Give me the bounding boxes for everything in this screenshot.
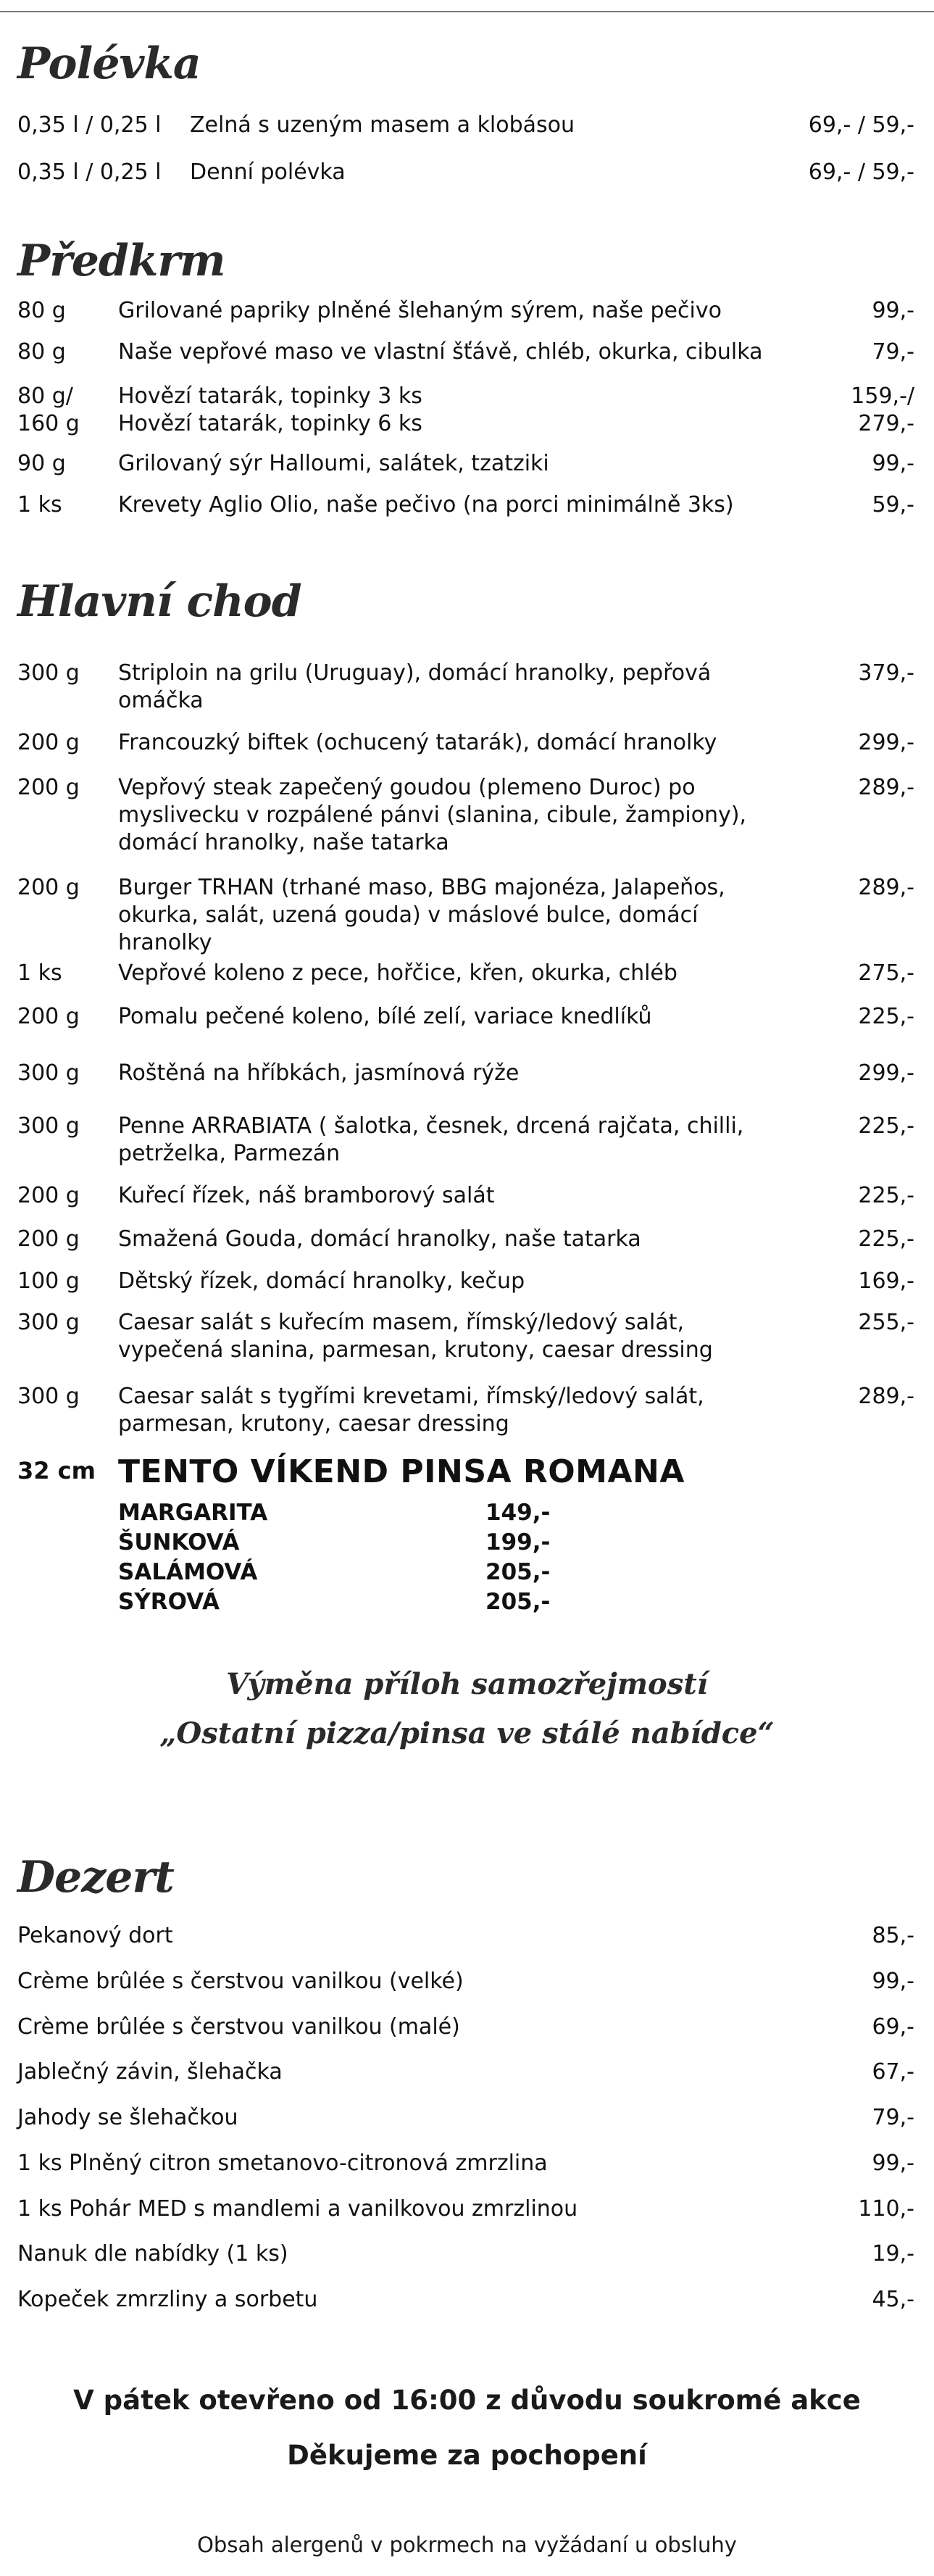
- item-name-large: Hovězí tatarák, topinky 6 ks: [118, 411, 422, 436]
- item-price: 79,-: [872, 2105, 914, 2130]
- pinsa-price: 199,-: [485, 1529, 551, 1555]
- item-qty: 200 g: [17, 775, 80, 800]
- pinsa-size: 32 cm: [17, 1457, 96, 1484]
- item-price: 169,-: [858, 1268, 914, 1294]
- item-qty: 100 g: [17, 1268, 80, 1294]
- item-price: 99,-: [872, 451, 914, 476]
- item-price: 19,-: [872, 2241, 914, 2267]
- item-name: Burger TRHAN (trhané maso, BBG majonéza, Jalapeňos, okurka, salát, uzená gouda) v máslové bulce, domácí hranolky: [118, 875, 725, 955]
- item-qty: 300 g: [17, 1113, 80, 1139]
- item-price: 225,-: [858, 1226, 914, 1252]
- allergen-note: Obsah alergenů v pokrmech na vyžádaní u obsluhy: [197, 2533, 737, 2557]
- item-price: 99,-: [872, 2151, 914, 2176]
- item-price: 59,-: [872, 492, 914, 518]
- item-name: Roštěná na hříbkách, jasmínová rýže: [118, 1060, 520, 1086]
- item-price: 225,-: [858, 1183, 914, 1208]
- item-qty: 200 g: [17, 730, 80, 755]
- item-qty: 1 ks: [17, 492, 62, 518]
- section-title-starter: Předkrm: [17, 236, 225, 286]
- item-qty: 80 g/: [17, 383, 73, 409]
- pinsa-name: MARGARITA: [118, 1500, 268, 1526]
- note-pizza: „Ostatní pizza/pinsa ve stálé nabídce“: [159, 1716, 775, 1750]
- section-title-soup: Polévka: [17, 38, 201, 89]
- item-name: Grilované papriky plněné šlehaným sýrem, naše pečivo: [118, 298, 722, 323]
- pinsa-title: TENTO VÍKEND PINSA ROMANA: [118, 1453, 685, 1490]
- item-price: 69,- / 59,-: [808, 159, 914, 185]
- item-qty: 200 g: [17, 1226, 80, 1252]
- section-title-dessert: Dezert: [17, 1852, 174, 1903]
- item-price: 99,-: [872, 298, 914, 323]
- item-price: 110,-: [858, 2196, 914, 2222]
- item-name: Crème brûlée s čerstvou vanilkou (malé): [17, 2014, 460, 2040]
- item-price: 79,-: [872, 339, 914, 365]
- item-price: 289,-: [858, 1384, 914, 1409]
- item-qty: 0,35 l / 0,25 l: [17, 159, 162, 185]
- item-name: Zelná s uzeným masem a klobásou: [190, 112, 575, 138]
- pinsa-name: SALÁMOVÁ: [118, 1559, 258, 1585]
- item-price-large: 279,-: [858, 411, 914, 436]
- item-qty: 90 g: [17, 451, 66, 476]
- item-name: Smažená Gouda, domácí hranolky, naše tatarka: [118, 1226, 641, 1252]
- item-name: Grilovaný sýr Halloumi, salátek, tzatziki: [118, 451, 549, 476]
- item-price: 225,-: [858, 1113, 914, 1139]
- pinsa-price: 205,-: [485, 1559, 551, 1585]
- item-qty: 200 g: [17, 1183, 80, 1208]
- item-qty: 300 g: [17, 660, 80, 686]
- item-name: Naše vepřové maso ve vlastní šťávě, chléb, okurka, cibulka: [118, 339, 763, 365]
- item-price: 379,-: [858, 660, 914, 686]
- top-divider: [0, 11, 934, 12]
- item-price: 225,-: [858, 1004, 914, 1029]
- item-name: Kopeček zmrzliny a sorbetu: [17, 2287, 318, 2312]
- item-price: 289,-: [858, 775, 914, 800]
- thanks-note: Děkujeme za pochopení: [287, 2440, 647, 2471]
- item-price: 289,-: [858, 875, 914, 900]
- item-name: Jablečný závin, šlehačka: [17, 2059, 283, 2085]
- item-qty: 300 g: [17, 1310, 80, 1335]
- pinsa-price: 149,-: [485, 1500, 551, 1526]
- item-name: Kuřecí řízek, náš bramborový salát: [118, 1183, 495, 1208]
- pinsa-name: ŠUNKOVÁ: [118, 1529, 240, 1555]
- item-name: Pomalu pečené koleno, bílé zelí, variace knedlíků: [118, 1004, 652, 1029]
- menu-item: [0, 383, 934, 438]
- friday-notice: V pátek otevřeno od 16:00 z důvodu soukromé akce: [73, 2385, 861, 2416]
- item-name: 1 ks Plněný citron smetanovo-citronová zmrzlina: [17, 2151, 548, 2176]
- item-price: 159,-/: [851, 383, 914, 409]
- item-price: 85,-: [872, 1923, 914, 1948]
- item-qty: 0,35 l / 0,25 l: [17, 112, 162, 138]
- section-title-main: Hlavní chod: [17, 576, 301, 627]
- item-price: 69,-: [872, 2014, 914, 2040]
- item-name: Crème brûlée s čerstvou vanilkou (velké): [17, 1969, 464, 1994]
- item-name: Dětský řízek, domácí hranolky, kečup: [118, 1268, 525, 1294]
- item-name: Denní polévka: [190, 159, 346, 185]
- item-name: Pekanový dort: [17, 1923, 173, 1948]
- item-name: Francouzký biftek (ochucený tatarák), domácí hranolky: [118, 730, 717, 755]
- item-price: 67,-: [872, 2059, 914, 2085]
- item-name: Krevety Aglio Olio, naše pečivo (na porci minimálně 3ks): [118, 492, 734, 518]
- item-qty: 80 g: [17, 339, 66, 365]
- item-qty: 1 ks: [17, 960, 62, 986]
- item-qty: 200 g: [17, 875, 80, 900]
- item-name: Penne ARRABIATA ( šalotka, česnek, drcená rajčata, chilli, petrželka, Parmezán: [118, 1113, 744, 1166]
- item-price: 255,-: [858, 1310, 914, 1335]
- item-qty: 200 g: [17, 1004, 80, 1029]
- item-name: Nanuk dle nabídky (1 ks): [17, 2241, 288, 2267]
- pinsa-price: 205,-: [485, 1589, 551, 1615]
- item-name: Jahody se šlehačkou: [17, 2105, 238, 2130]
- item-price: 275,-: [858, 960, 914, 986]
- item-qty: 300 g: [17, 1384, 80, 1409]
- item-price: 45,-: [872, 2287, 914, 2312]
- note-sides: Výměna příloh samozřejmostí: [226, 1667, 708, 1701]
- item-name: Caesar salát s tygřími krevetami, římský/ledový salát, parmesan, krutony, caesar dressing: [118, 1384, 704, 1437]
- item-qty-large: 160 g: [17, 411, 80, 436]
- item-name: Striploin na grilu (Uruguay), domácí hranolky, pepřová omáčka: [118, 660, 712, 713]
- item-price: 99,-: [872, 1969, 914, 1994]
- item-price: 69,- / 59,-: [808, 112, 914, 138]
- item-qty: 80 g: [17, 298, 66, 323]
- item-price: 299,-: [858, 730, 914, 755]
- item-name: Hovězí tatarák, topinky 3 ks: [118, 383, 422, 409]
- item-name: Caesar salát s kuřecím masem, římský/ledový salát, vypečená slanina, parmesan, krutony, caesar dressing: [118, 1310, 713, 1363]
- item-name: Vepřové koleno z pece, hořčice, křen, okurka, chléb: [118, 960, 677, 986]
- item-name: 1 ks Pohár MED s mandlemi a vanilkovou zmrzlinou: [17, 2196, 578, 2222]
- item-price: 299,-: [858, 1060, 914, 1086]
- item-name: Vepřový steak zapečený goudou (plemeno Duroc) po myslivecku v rozpálené pánvi (slanina, cibule, žampiony), domácí hranolky, naše tatarka: [118, 775, 747, 855]
- item-qty: 300 g: [17, 1060, 80, 1086]
- pinsa-name: SÝROVÁ: [118, 1589, 220, 1615]
